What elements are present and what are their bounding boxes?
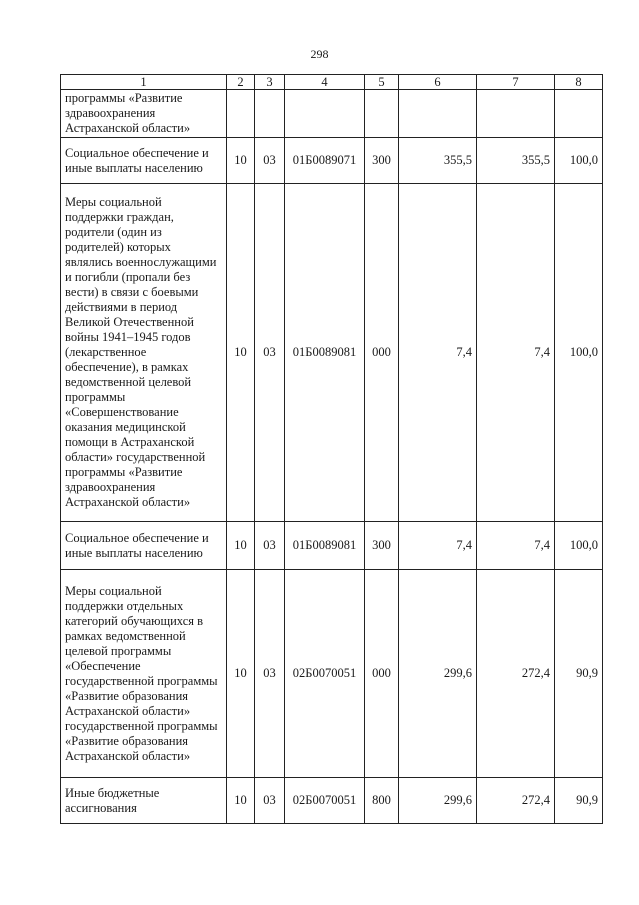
section-code-cell: 10 <box>227 570 255 778</box>
row-name-line: Астраханской области» <box>65 703 191 718</box>
row-name-line: Социальное обеспечение и <box>65 145 209 160</box>
table-row <box>61 138 603 184</box>
row-name-line: Астраханской области» <box>65 121 191 135</box>
percent-cell: 90,9 <box>555 570 603 778</box>
planned-amount-cell: 355,5 <box>399 138 477 184</box>
row-name-line: оказания медицинской <box>65 420 186 434</box>
actual-amount-cell: 272,4 <box>477 570 555 778</box>
subsection-code-cell: 03 <box>255 778 285 824</box>
planned-amount-cell: 299,6 <box>399 778 477 824</box>
row-name-line: государственной программы <box>65 718 218 733</box>
row-name-cell <box>61 570 227 778</box>
row-name-line: программы «Развитие <box>65 465 183 479</box>
column-header: 8 <box>555 75 603 90</box>
row-name-line: иные выплаты населению <box>65 160 203 175</box>
target-article-cell: 01Б0089081 <box>285 522 365 570</box>
expense-type-cell: 300 <box>365 138 399 184</box>
percent-cell: 100,0 <box>555 522 603 570</box>
expense-type-cell: 000 <box>365 184 399 522</box>
row-name-line: Великой Отечественной <box>65 315 194 329</box>
row-name-line: целевой программы <box>65 643 172 658</box>
planned-amount-cell <box>399 90 477 138</box>
percent-cell <box>555 90 603 138</box>
row-name-line: Иные бюджетные <box>65 785 160 800</box>
row-name-line: иные выплаты населению <box>65 545 203 560</box>
actual-amount-cell: 355,5 <box>477 138 555 184</box>
target-article-cell: 01Б0089071 <box>285 138 365 184</box>
row-name-line: Меры социальной <box>65 583 162 598</box>
column-header: 5 <box>365 75 399 90</box>
row-name-cell <box>61 138 227 184</box>
row-name-line: категорий обучающихся в <box>65 613 204 628</box>
actual-amount-cell: 7,4 <box>477 522 555 570</box>
expense-type-cell <box>365 90 399 138</box>
column-header: 7 <box>477 75 555 90</box>
row-name-line: области» государственной <box>65 450 206 464</box>
row-name-cell <box>61 522 227 570</box>
target-article-cell: 02Б0070051 <box>285 570 365 778</box>
row-name-line: войны 1941–1945 годов <box>65 330 191 344</box>
row-name-line: Социальное обеспечение и <box>65 530 209 545</box>
actual-amount-cell: 272,4 <box>477 778 555 824</box>
target-article-cell: 02Б0070051 <box>285 778 365 824</box>
row-name-line: родители (один из <box>65 225 162 239</box>
row-name-line: поддержки отдельных <box>65 598 184 613</box>
subsection-code-cell: 03 <box>255 184 285 522</box>
target-article-cell <box>285 90 365 138</box>
actual-amount-cell <box>477 90 555 138</box>
subsection-code-cell: 03 <box>255 522 285 570</box>
row-name-line: ассигнования <box>65 800 137 815</box>
row-name-line: программы <box>65 390 126 404</box>
row-name-line: являлись военнослужащими <box>65 255 217 269</box>
row-name-line: «Совершенствование <box>65 405 179 419</box>
row-name-line: Меры социальной <box>65 195 162 209</box>
row-name-line: (лекарственное <box>65 345 147 359</box>
subsection-code-cell: 03 <box>255 570 285 778</box>
row-name-line: и погибли (пропали без <box>65 270 191 284</box>
table-row <box>61 522 603 570</box>
row-name-cell <box>61 90 227 138</box>
row-name-line: «Обеспечение <box>65 658 141 673</box>
table-header-row <box>61 75 603 90</box>
row-name-line: обеспечение), в рамках <box>65 360 189 374</box>
page-number: 298 <box>310 47 329 61</box>
percent-cell: 90,9 <box>555 778 603 824</box>
target-article-cell: 01Б0089081 <box>285 184 365 522</box>
row-name-cell <box>61 184 227 522</box>
row-name-line: государственной программы <box>65 673 218 688</box>
subsection-code-cell: 03 <box>255 138 285 184</box>
column-header: 4 <box>285 75 365 90</box>
column-header: 6 <box>399 75 477 90</box>
planned-amount-cell: 7,4 <box>399 184 477 522</box>
section-code-cell: 10 <box>227 778 255 824</box>
column-header: 3 <box>255 75 285 90</box>
table-row <box>61 570 603 778</box>
row-name-line: ведомственной целевой <box>65 375 192 389</box>
section-code-cell: 10 <box>227 184 255 522</box>
row-name-cell <box>61 778 227 824</box>
expense-type-cell: 800 <box>365 778 399 824</box>
row-name-line: рамках ведомственной <box>65 628 186 643</box>
table-row <box>61 778 603 824</box>
section-code-cell: 10 <box>227 138 255 184</box>
section-code-cell <box>227 90 255 138</box>
section-code-cell: 10 <box>227 522 255 570</box>
row-name-line: здравоохранения <box>65 480 156 494</box>
row-name-line: поддержки граждан, <box>65 210 174 224</box>
column-header: 2 <box>227 75 255 90</box>
row-name-line: Астраханской области» <box>65 748 191 763</box>
percent-cell: 100,0 <box>555 138 603 184</box>
column-header: 1 <box>61 75 227 90</box>
planned-amount-cell: 299,6 <box>399 570 477 778</box>
actual-amount-cell: 7,4 <box>477 184 555 522</box>
row-name-line: «Развитие образования <box>65 733 189 748</box>
row-name-line: Астраханской области» <box>65 495 191 509</box>
expense-type-cell: 000 <box>365 570 399 778</box>
row-name-line: помощи в Астраханской <box>65 435 195 449</box>
row-name-line: здравоохранения <box>65 106 156 120</box>
table-row <box>61 90 603 138</box>
row-name-line: «Развитие образования <box>65 688 189 703</box>
budget-table <box>60 74 603 824</box>
percent-cell: 100,0 <box>555 184 603 522</box>
subsection-code-cell <box>255 90 285 138</box>
table-row <box>61 184 603 522</box>
planned-amount-cell: 7,4 <box>399 522 477 570</box>
expense-type-cell: 300 <box>365 522 399 570</box>
row-name-line: вести) в связи с боевыми <box>65 285 199 299</box>
row-name-line: программы «Развитие <box>65 91 183 105</box>
row-name-line: родителей) которых <box>65 240 171 254</box>
row-name-line: действиями в период <box>65 300 178 314</box>
